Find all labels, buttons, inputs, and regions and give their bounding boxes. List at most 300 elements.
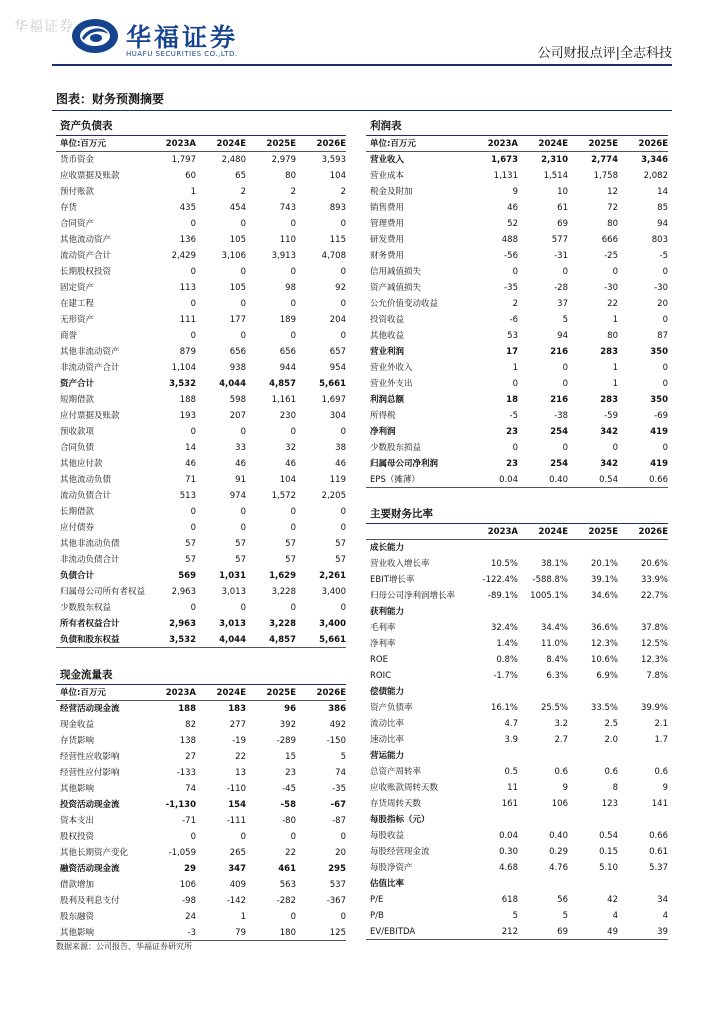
cell-value: 82 [185,720,196,730]
table-row [56,536,346,552]
table-row [56,749,346,765]
table-title: 现金流量表 [56,665,346,685]
year-header: 2025E [588,139,618,149]
cell-value: 2,480 [221,155,246,165]
cell-value: 0 [612,267,618,277]
cell-value: 283 [600,347,618,357]
empty-cell [468,604,518,620]
cell-value: 0.54 [599,831,618,841]
table-row [366,556,668,572]
cell-value: 110 [279,235,296,245]
row-label: EPS（摊薄） [370,475,420,485]
table-row [56,520,346,536]
cell-value: -58 [280,800,296,810]
cell-value: 9 [662,783,668,793]
cell-value: 123 [601,799,618,809]
cell-value: -1.7% [493,671,518,681]
cell-value: 0 [190,507,196,517]
cell-value: 2,205 [321,491,346,501]
cell-value: 454 [229,203,246,213]
empty-cell [618,812,668,828]
cell-value: 2,261 [319,571,346,581]
cell-value: 0 [190,427,196,437]
cell-value: 803 [651,235,668,245]
cell-value: 563 [279,880,296,890]
empty-cell [618,684,668,700]
cell-value: 7.8% [646,671,668,681]
cell-value: 113 [179,283,196,293]
cell-value: 0 [290,267,296,277]
cell-value: 0 [240,832,246,842]
cell-value: 656 [279,347,296,357]
table-row [56,248,346,264]
cell-value: 0.66 [649,475,668,485]
cell-value: 39.1% [590,575,618,585]
row-label: 股利及利息支付 [60,896,120,906]
table-row [56,216,346,232]
table-row [366,280,668,296]
table-row [366,440,668,456]
row-label: 利润总额 [370,395,405,405]
cell-value: -56 [504,251,518,261]
cell-value: 8.4% [546,655,568,665]
cell-value: 12 [607,187,618,197]
year-header: 2023A [165,688,196,698]
cell-value: 0 [340,523,346,533]
year-header: 2025E [266,688,296,698]
table-header-row [56,136,346,152]
empty-cell [568,540,618,556]
cell-value: 0 [340,912,346,922]
table-row [366,892,668,908]
cell-value: 0 [340,299,346,309]
row-label: 存货 [60,203,78,213]
cell-value: -35 [504,283,518,293]
table-row [366,424,668,440]
row-label: 投资活动现金流 [60,800,120,810]
cell-value: 212 [501,927,518,937]
cell-value: 14 [657,187,668,197]
cell-value: 419 [650,427,668,437]
table-header-row [366,136,668,152]
cell-value: 2,963 [171,587,196,597]
row-label: 合同资产 [60,219,95,229]
cell-value: 12.3% [640,655,668,665]
cell-value: 0.29 [549,847,568,857]
cell-value: 79 [235,928,246,938]
table-row [56,504,346,520]
cell-value: 392 [279,720,296,730]
cell-value: 1,629 [269,571,296,581]
cell-value: -59 [604,411,618,421]
row-label: 资产减值损失 [370,283,422,293]
cell-value: 230 [279,411,296,421]
cell-value: 92 [335,283,346,293]
empty-cell [468,748,518,764]
cell-value: 87 [657,331,668,341]
cell-value: -69 [654,411,668,421]
row-label: 合同负债 [60,443,95,453]
cell-value: 57 [235,539,246,549]
table-row [366,472,668,488]
cell-value: 61 [557,203,568,213]
cell-value: 1,797 [171,155,196,165]
cell-value: 39.9% [640,703,668,713]
section-row [366,540,668,556]
cell-value: 461 [278,864,296,874]
table-row [366,652,668,668]
cell-value: 0 [290,427,296,437]
balance-sheet-table [56,116,346,648]
row-label: 非流动资产合计 [60,363,120,373]
cell-value: 216 [550,395,568,405]
cell-value: 46 [185,459,196,469]
cell-value: 3,913 [271,251,296,261]
cell-value: -122.4% [482,575,518,585]
cell-value: 39 [657,927,668,937]
cell-value: 46 [285,459,296,469]
cell-value: 32.4% [490,623,518,633]
cell-value: 105 [229,283,246,293]
cell-value: 38 [335,443,346,453]
table-row [366,328,668,344]
table-row [56,909,346,925]
cell-value: 1,697 [321,395,346,405]
row-label: 税金及附加 [370,187,413,197]
cell-value: 1 [240,912,246,922]
cell-value: 5,661 [319,635,346,645]
table-row [366,700,668,716]
cell-value: 52 [507,219,518,229]
cell-value: 0 [562,379,568,389]
empty-cell [518,540,568,556]
cell-value: 618 [501,895,518,905]
cell-value: 6.9% [596,671,618,681]
cell-value: 33 [235,443,246,453]
cell-value: 183 [228,704,246,714]
table-row [56,488,346,504]
row-label: 成长能力 [370,543,405,553]
cell-value: -25 [604,251,618,261]
cell-value: 2.1 [654,719,668,729]
cell-value: -28 [554,283,568,293]
cell-value: 0 [562,363,568,373]
cell-value: 56 [557,895,568,905]
cell-value: 22.7% [640,591,668,601]
row-label: ROIC [370,671,392,681]
cell-value: 1,161 [271,395,296,405]
table-row [366,908,668,924]
cell-value: 1 [612,363,618,373]
cell-value: 106 [551,799,568,809]
cell-value: 277 [229,720,246,730]
empty-cell [518,604,568,620]
table-row [366,764,668,780]
empty-cell [618,748,668,764]
cell-value: 53 [507,331,518,341]
cell-value: 12.3% [590,639,618,649]
cell-value: 105 [229,235,246,245]
cell-value: 0 [290,523,296,533]
unit-label: 单位:百万元 [60,139,106,149]
cell-value: 46 [335,459,346,469]
row-label: 研发费用 [370,235,405,245]
cell-value: 193 [179,411,196,421]
cell-value: -588.8% [532,575,568,585]
row-label: 毛利率 [370,623,396,633]
table-row [366,716,668,732]
empty-cell [568,876,618,892]
row-label: 长期借款 [60,507,95,517]
cell-value: -133 [176,768,196,778]
cell-value: 0.6 [604,767,618,777]
cell-value: 5,661 [319,379,346,389]
table-row [56,232,346,248]
data-source: 数据来源：公司报告、华福证券研究所 [56,942,192,951]
cell-value: 342 [600,459,618,469]
cell-value: 104 [279,475,296,485]
row-label: 资产负债率 [370,703,413,713]
table-row [366,392,668,408]
cell-value: 0 [340,267,346,277]
cashflow-table [56,665,346,941]
cell-value: 80 [285,171,296,181]
row-label: 流动资产合计 [60,251,112,261]
table-row [56,184,346,200]
cell-value: 20.1% [590,559,618,569]
cell-value: 25.5% [540,703,568,713]
table-row [366,828,668,844]
table-row [56,765,346,781]
cell-value: 0 [662,379,668,389]
cell-value: -80 [282,816,296,826]
cell-value: 386 [328,704,346,714]
cell-value: 96 [284,704,296,714]
cell-value: 1 [612,379,618,389]
cell-value: 537 [329,880,346,890]
row-label: 非流动负债合计 [60,555,120,565]
cell-value: 0 [512,379,518,389]
cell-value: 0 [512,267,518,277]
cell-value: 2,082 [643,171,668,181]
cell-value: -38 [554,411,568,421]
cell-value: 666 [601,235,618,245]
row-label: 应付票据及账款 [60,411,120,421]
cell-value: 1,572 [271,491,296,501]
row-label: 其他非流动负债 [60,539,120,549]
cell-value: 20 [657,299,668,309]
cell-value: 3,400 [321,587,346,597]
cell-value: 22 [607,299,618,309]
cell-value: 188 [179,395,196,405]
cell-value: 0.40 [549,475,568,485]
empty-cell [568,684,618,700]
cell-value: 94 [557,331,568,341]
cell-value: 85 [657,203,668,213]
income-statement-table [366,116,668,488]
cell-value: 154 [228,800,246,810]
title-rule [52,110,672,111]
cell-value: 3,400 [319,619,346,629]
cell-value: 46 [235,459,246,469]
cell-value: 98 [285,283,296,293]
cell-value: 0 [512,443,518,453]
table-row [366,344,668,360]
table-row [56,408,346,424]
cell-value: 0 [190,832,196,842]
table-row [366,264,668,280]
cell-value: 0.04 [499,475,518,485]
cell-value: 3,346 [641,155,668,165]
row-label: 每股经营现金流 [370,847,430,857]
cell-value: 4,857 [269,635,296,645]
cell-value: 577 [551,235,568,245]
cell-value: 4.68 [499,863,518,873]
cell-value: 3,013 [221,587,246,597]
row-label: 应收账款周转天数 [370,783,439,793]
cell-value: 0 [190,299,196,309]
table-row [56,568,346,584]
table-row [366,844,668,860]
table-row [56,376,346,392]
cell-value: 8 [612,783,618,793]
row-label: 营业成本 [370,171,405,181]
cell-value: 57 [335,555,346,565]
cell-value: 3,106 [221,251,246,261]
table-title: 资产负债表 [56,116,346,136]
figure-title: 图表：财务预测摘要 [56,92,165,106]
year-header: 2024E [538,139,568,149]
empty-cell [468,812,518,828]
cell-value: 1.4% [496,639,518,649]
cell-value: 295 [328,864,346,874]
row-label: 少数股东权益 [60,603,112,613]
row-label: 速动比率 [370,735,405,745]
cell-value: 0.30 [499,847,518,857]
row-label: 货币资金 [60,155,95,165]
cell-value: 34.4% [540,623,568,633]
row-label: 负债和股东权益 [60,635,120,645]
cell-value: 4,857 [269,379,296,389]
cell-value: 1 [612,315,618,325]
row-label: 每股净资产 [370,863,413,873]
table-row [56,797,346,813]
cell-value: -87 [332,816,346,826]
cell-value: 0 [290,603,296,613]
cell-value: 419 [650,459,668,469]
row-label: 归属母公司所有者权益 [60,587,146,597]
cell-value: 119 [329,475,346,485]
cell-value: 3,013 [219,619,246,629]
row-label: P/E [370,895,384,905]
row-label: 资产合计 [60,379,95,389]
row-label: 估值比率 [370,879,405,889]
cell-value: 265 [229,848,246,858]
cell-value: 1,104 [171,363,196,373]
table-row [56,616,346,632]
cell-value: 0 [290,219,296,229]
table-row [56,701,346,717]
table-row [366,732,668,748]
cell-value: 488 [501,235,518,245]
cell-value: 0 [240,219,246,229]
table-row [56,152,346,168]
row-label: 其他长期资产变化 [60,848,129,858]
cell-value: 71 [185,475,196,485]
unit-label [366,524,468,539]
year-header: 2024E [216,688,246,698]
row-label: 归母公司净利润增长率 [370,591,456,601]
cell-value: -1,059 [168,848,196,858]
cell-value: 17 [506,347,518,357]
cell-value: 0 [190,603,196,613]
cell-value: 4 [612,911,618,921]
empty-cell [468,876,518,892]
cell-value: 2,774 [591,155,618,165]
empty-cell [568,748,618,764]
cell-value: 74 [185,784,196,794]
cell-value: 2,429 [171,251,196,261]
cell-value: 20.6% [640,559,668,569]
cell-value: 342 [600,427,618,437]
cell-value: 4,044 [219,379,246,389]
cell-value: 46 [507,203,518,213]
cell-value: 24 [185,912,196,922]
cell-value: 33.9% [640,575,668,585]
table-row [56,296,346,312]
cell-value: 2,963 [169,619,196,629]
year-header: 2024E [538,527,568,537]
row-label: 其他非流动资产 [60,347,120,357]
cell-value: -30 [654,283,668,293]
cell-value: 0 [240,523,246,533]
year-header: 2025E [266,139,296,149]
table-row [56,200,346,216]
cell-value: 57 [185,555,196,565]
cell-value: 2 [240,187,246,197]
table-row [366,636,668,652]
cell-value: 893 [329,203,346,213]
row-label: 应收票据及账款 [60,171,120,181]
table-row [56,552,346,568]
row-label: EBIT增长率 [370,575,415,585]
row-label: 归属母公司净利润 [370,459,439,469]
section-row [366,748,668,764]
cell-value: 0 [340,331,346,341]
table-row [56,600,346,616]
cell-value: 974 [229,491,246,501]
row-label: 在建工程 [60,299,95,309]
table-row [366,216,668,232]
cell-value: 0 [340,603,346,613]
table-row [366,296,668,312]
cell-value: 743 [279,203,296,213]
cell-value: 2 [512,299,518,309]
cell-value: 2.5 [604,719,618,729]
cell-value: 57 [335,539,346,549]
row-label: 获利能力 [370,607,405,617]
row-label: 其他流动资产 [60,235,112,245]
cell-value: 2.0 [604,735,618,745]
cell-value: 125 [329,928,346,938]
cell-value: 38.1% [540,559,568,569]
cell-value: 3,228 [269,619,296,629]
cell-value: 32 [285,443,296,453]
cell-value: 0.61 [649,847,668,857]
cell-value: 4.7 [504,719,518,729]
cell-value: 0 [290,507,296,517]
cell-value: 106 [179,880,196,890]
